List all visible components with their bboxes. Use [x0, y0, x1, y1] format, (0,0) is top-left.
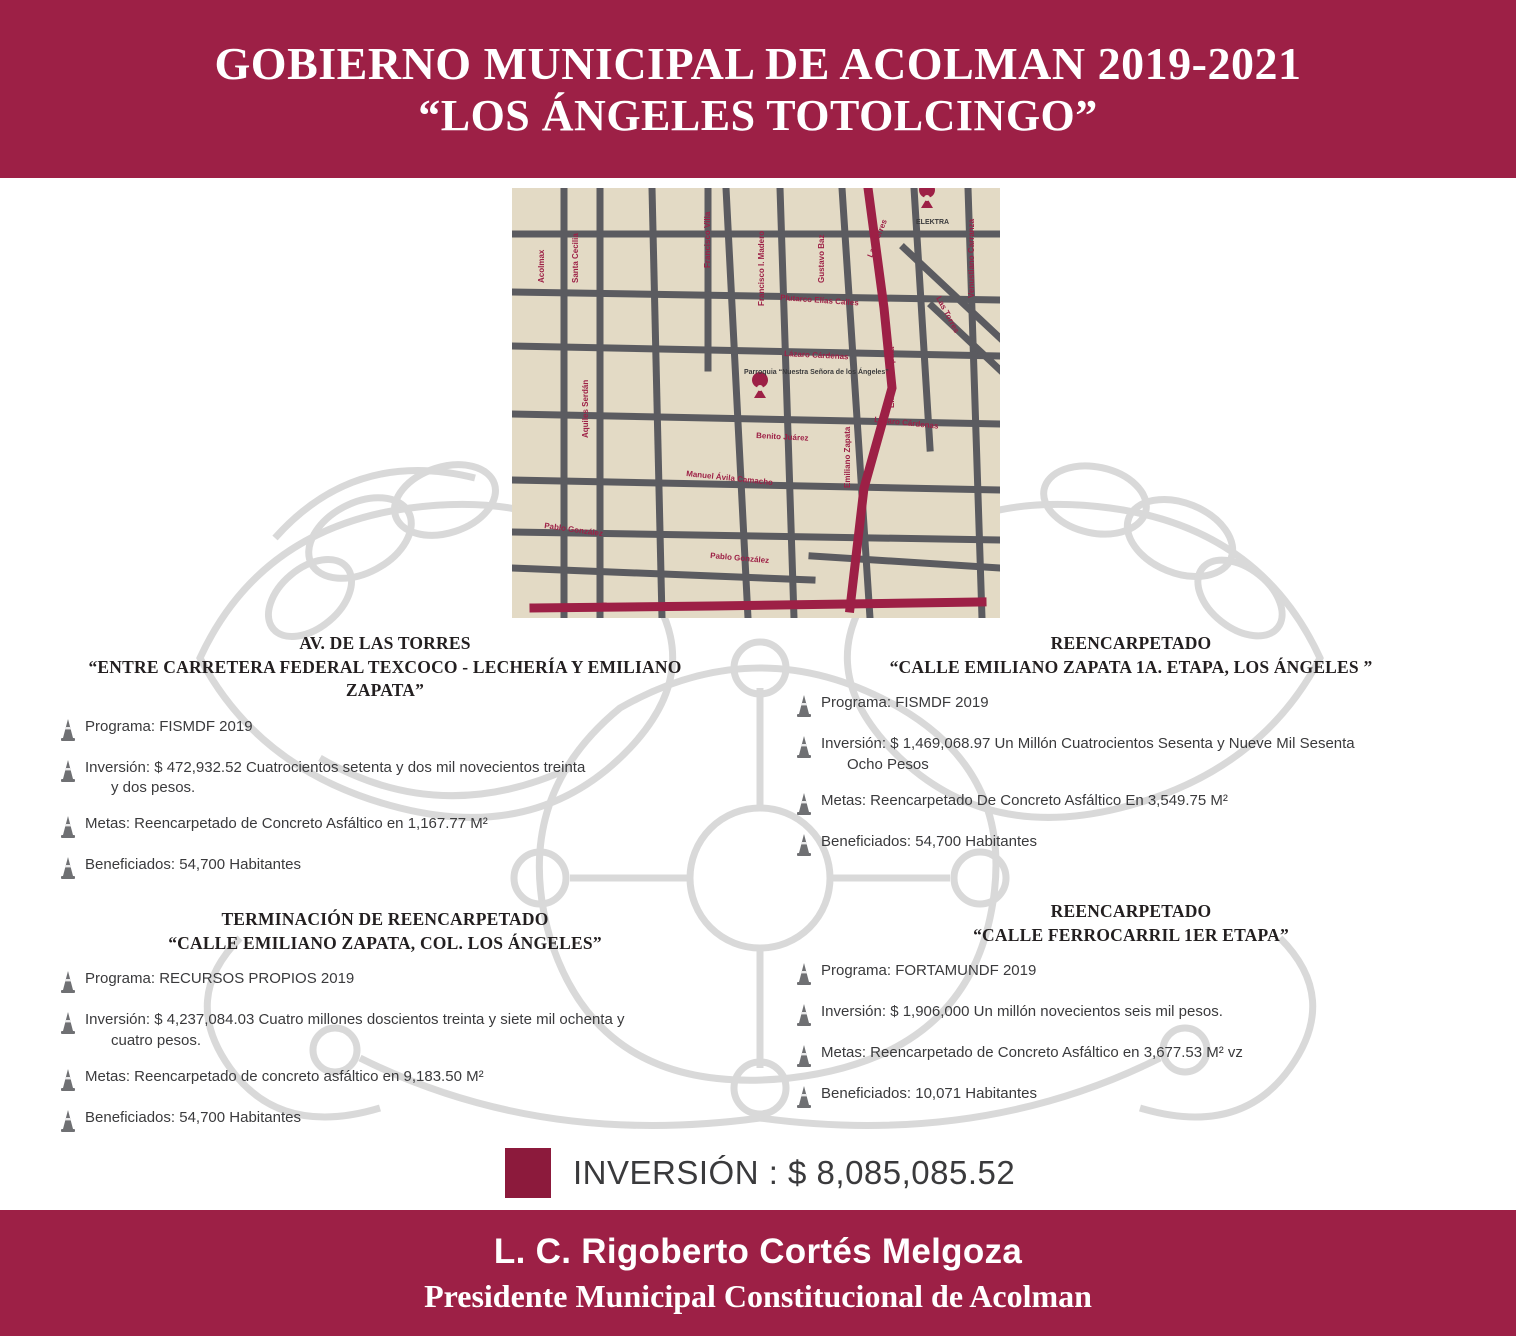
project-inversion-cont: cuatro pesos. [111, 1031, 202, 1049]
map-street-label: Gustavo Baz [817, 234, 826, 283]
traffic-cone-icon [796, 694, 812, 718]
project-subtitle: “CALLE FERROCARRIL 1ER ETAPA” [973, 924, 1289, 945]
project-subtitle: “CALLE EMILIANO ZAPATA 1A. ETAPA, LOS ÁNGELES ” [889, 656, 1373, 677]
project-metas: Metas: Reencarpetado de concreto asfáltico en 9,183.50 M² [85, 1067, 484, 1085]
project-metas: Metas: Reencarpetado De Concreto Asfáltico En 3,549.75 M² [821, 791, 1228, 809]
map-street-label: Las Torres [865, 218, 889, 259]
project-inversion: Inversión: $ 4,237,084.03 Cuatro millones doscientos treinta y siete mil ochenta y [85, 1011, 625, 1029]
project-row-beneficiados [796, 1084, 1466, 1109]
map-street-label: Lázaro Cárdenas [873, 415, 939, 431]
location-map[interactable] [512, 188, 1000, 618]
map-street-label: Plutarco Elías Calles [779, 293, 859, 308]
project-row-inversion [796, 1002, 1466, 1027]
project-title: TERMINACIÓN DE REENCARPETADO [221, 909, 549, 929]
project-subtitle: “ENTRE CARRETERA FEDERAL TEXCOCO - LECHERÍA Y EMILIANO ZAPATA” [88, 656, 682, 701]
project-title: REENCARPETADO [1050, 633, 1212, 653]
map-street-label: Manuel Ávila Camacho [685, 469, 774, 488]
page-footer [0, 1210, 1516, 1336]
project-row-beneficiados [60, 855, 710, 880]
traffic-cone-icon [60, 1109, 76, 1133]
project-beneficiados: Beneficiados: 10,071 Habitantes [821, 1085, 1037, 1103]
project-block-2 [796, 632, 1466, 873]
project-row-metas [60, 814, 710, 839]
traffic-cone-icon [60, 1011, 76, 1035]
project-beneficiados: Beneficiados: 54,700 Habitantes [85, 1108, 301, 1126]
map-street-label: Lázaro Cárdenas [783, 349, 849, 362]
project-beneficiados: Beneficiados: 54,700 Habitantes [85, 856, 301, 874]
project-metas: Metas: Reencarpetado de Concreto Asfáltico en 3,677.53 M² vz [821, 1044, 1243, 1062]
map-street-label: Pablo González [543, 521, 604, 539]
footer-name: L. C. Rigoberto Cortés Melgoza [493, 1231, 1023, 1271]
project-row-beneficiados [60, 1108, 710, 1133]
traffic-cone-icon [796, 735, 812, 759]
project-inversion: Inversión: $ 472,932.52 Cuatrocientos setenta y dos mil novecientos treinta [85, 758, 586, 776]
project-title: REENCARPETADO [1050, 901, 1212, 921]
project-inversion: Inversión: $ 1,469,068.97 Un Millón Cuatrocientos Sesenta y Nueve Mil Sesenta [821, 735, 1355, 753]
project-inversion-cont: Ocho Pesos [847, 755, 929, 773]
project-programa: Programa: RECURSOS PROPIOS 2019 [85, 970, 355, 988]
project-block-3 [60, 908, 710, 1149]
map-street-label: Emiliano Zapata [843, 426, 852, 488]
map-street-label: Aquiles Serdán [581, 379, 590, 438]
map-street-label: Acolmax [537, 249, 546, 283]
project-block-1 [60, 632, 710, 896]
project-programa: Programa: FISMDF 2019 [821, 694, 989, 712]
traffic-cone-icon [796, 962, 812, 986]
project-row-inversion [796, 734, 1466, 775]
map-street-label: Ferrocarril Veracruz [601, 601, 678, 612]
traffic-cone-icon [796, 1044, 812, 1068]
traffic-cone-icon [60, 970, 76, 994]
project-row-metas [60, 1067, 710, 1092]
map-street-label: Santa Cecilia [571, 233, 580, 283]
map-street-label: Francisco Villa [703, 211, 712, 268]
total-square-marker [505, 1148, 551, 1198]
project-row-metas [796, 1043, 1466, 1068]
traffic-cone-icon [796, 833, 812, 857]
page-header [0, 0, 1516, 178]
map-poi-label-elektra: ELEKTRA [916, 219, 950, 226]
traffic-cone-icon [60, 718, 76, 742]
project-inversion-cont: y dos pesos. [111, 779, 196, 797]
traffic-cone-icon [60, 759, 76, 783]
header-title-line2: “LOS ÁNGELES TOTOLCINGO” [418, 91, 1098, 141]
project-programa: Programa: FISMDF 2019 [85, 717, 253, 735]
project-row-programa [796, 961, 1466, 986]
map-street-label: Benito Juárez [755, 431, 809, 443]
map-street-label: Venustiano Carranza [967, 218, 976, 298]
traffic-cone-icon [60, 856, 76, 880]
project-row-programa [60, 969, 710, 994]
map-street-label: Las Torres [934, 294, 962, 335]
map-poi-label-parroquia: Parroquia “Nuestra Señora de los Ángeles” [744, 369, 889, 376]
project-inversion: Inversión: $ 1,906,000 Un millón novecientos seis mil pesos. [821, 1003, 1223, 1021]
traffic-cone-icon [60, 1068, 76, 1092]
project-block-4 [796, 900, 1466, 1125]
project-row-inversion [60, 758, 710, 799]
traffic-cone-icon [796, 1003, 812, 1027]
project-title: AV. DE LAS TORRES [299, 633, 471, 653]
project-row-beneficiados [796, 832, 1466, 857]
project-row-metas [796, 791, 1466, 816]
project-subtitle: “CALLE EMILIANO ZAPATA, COL. LOS ÁNGELES” [168, 932, 602, 953]
project-row-programa [60, 717, 710, 742]
header-title-line1: GOBIERNO MUNICIPAL DE ACOLMAN 2019-2021 [214, 37, 1302, 89]
traffic-cone-icon [60, 815, 76, 839]
project-row-inversion [60, 1010, 710, 1051]
traffic-cone-icon [796, 792, 812, 816]
project-metas: Metas: Reencarpetado de Concreto Asfáltico en 1,167.77 M² [85, 815, 488, 833]
total-investment-label: INVERSIÓN : $ 8,085,085.52 [573, 1154, 1016, 1191]
map-street-label: Pablo González [709, 551, 770, 566]
map-street-label: Francisco I. Madero [757, 230, 766, 306]
project-row-programa [796, 693, 1466, 718]
footer-role: Presidente Municipal Constitucional de Acolman [424, 1277, 1092, 1314]
project-programa: Programa: FORTAMUNDF 2019 [821, 962, 1037, 980]
total-investment [505, 1148, 1015, 1198]
traffic-cone-icon [796, 1085, 812, 1109]
map-street-label: Emiliano Zapata [887, 346, 896, 408]
project-beneficiados: Beneficiados: 54,700 Habitantes [821, 832, 1037, 850]
